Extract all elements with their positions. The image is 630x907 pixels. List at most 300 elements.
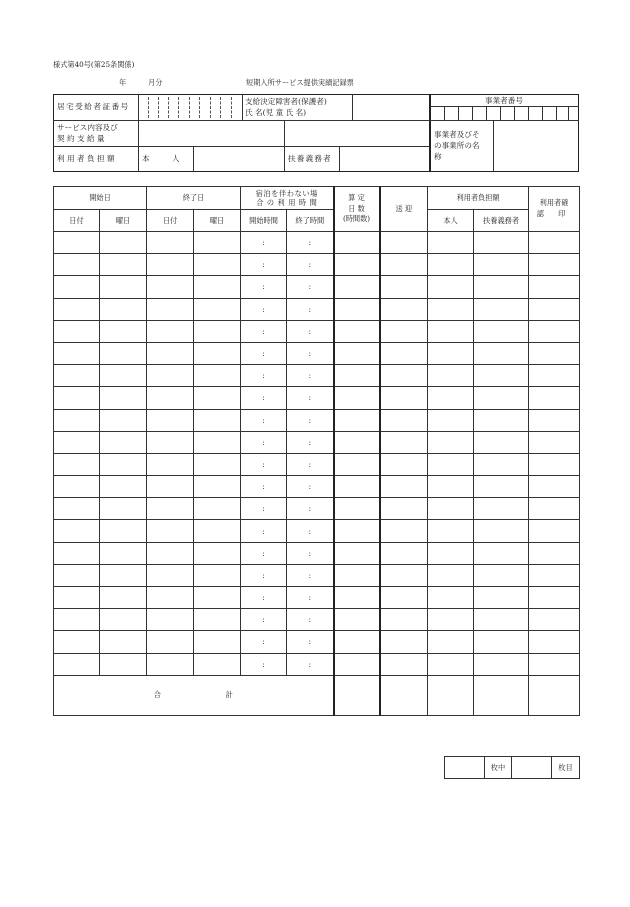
confirm-cell[interactable] (529, 387, 580, 409)
copay-self-cell[interactable] (428, 276, 474, 298)
time-separator: : (308, 504, 311, 514)
time-separator: : (262, 393, 265, 403)
provider-name-label-2: の事業所の名 (434, 141, 480, 150)
start-time-cell[interactable] (241, 276, 287, 298)
recipient-cert-label: 居宅受給者証番号 (57, 102, 130, 111)
page-title: 短期入所サービス提供実績記録票 (246, 78, 354, 87)
confirm-cell[interactable] (529, 542, 580, 564)
transport-cell[interactable] (380, 542, 428, 564)
start-weekday-cell[interactable] (100, 409, 147, 431)
start-weekday-cell[interactable] (100, 365, 147, 387)
copay-dependent-cell[interactable] (474, 498, 529, 520)
non-overnight-header-line-1: 宿泊を伴わない場 (255, 189, 318, 198)
table-row (54, 542, 580, 564)
calc-days-cell[interactable] (334, 609, 380, 631)
calc-days-cell[interactable] (334, 653, 380, 675)
end-time-cell[interactable] (287, 564, 334, 586)
calc-days-header-line-2: 日 数 (348, 203, 365, 213)
end-weekday-cell[interactable] (194, 276, 241, 298)
service-record-table (53, 186, 580, 716)
table-row (54, 587, 580, 609)
start-time-header: 開始時間 (241, 210, 287, 232)
start-time-cell[interactable] (241, 409, 287, 431)
confirm-cell[interactable] (529, 342, 580, 364)
end-date-cell[interactable] (147, 631, 194, 653)
year-label: 年 (119, 78, 127, 87)
start-weekday-cell[interactable] (100, 431, 147, 453)
copay-dependent-cell[interactable] (474, 587, 529, 609)
copay-dependent-cell[interactable] (474, 542, 529, 564)
table-row (54, 609, 580, 631)
end-time-cell[interactable] (287, 587, 334, 609)
confirm-cell[interactable] (529, 409, 580, 431)
confirm-cell[interactable] (529, 498, 580, 520)
confirm-cell[interactable] (529, 453, 580, 475)
transport-cell[interactable] (380, 409, 428, 431)
calc-days-cell[interactable] (334, 631, 380, 653)
end-weekday-cell[interactable] (194, 320, 241, 342)
transport-cell[interactable] (380, 498, 428, 520)
copay-self-cell[interactable] (428, 564, 474, 586)
start-date-cell[interactable] (54, 342, 100, 364)
confirm-cell[interactable] (529, 276, 580, 298)
start-weekday-cell[interactable] (100, 387, 147, 409)
start-date-cell[interactable] (54, 498, 100, 520)
table-row (54, 631, 580, 653)
end-weekday-cell[interactable] (194, 365, 241, 387)
time-separator: : (308, 238, 311, 248)
end-weekday-cell[interactable] (194, 453, 241, 475)
start-weekday-cell[interactable] (100, 254, 147, 276)
end-time-cell[interactable] (287, 276, 334, 298)
copay-dependent-cell[interactable] (474, 342, 529, 364)
end-weekday-cell[interactable] (194, 631, 241, 653)
transport-cell[interactable] (380, 431, 428, 453)
start-weekday-cell[interactable] (100, 520, 147, 542)
table-row (54, 498, 580, 520)
calc-days-cell[interactable] (334, 232, 380, 254)
end-date-cell[interactable] (147, 232, 194, 254)
start-date-cell[interactable] (54, 409, 100, 431)
end-time-cell[interactable] (287, 365, 334, 387)
start-date-cell[interactable] (54, 609, 100, 631)
copay-dependent-cell[interactable] (474, 431, 529, 453)
copay-self-cell[interactable] (428, 232, 474, 254)
copay-dependent-cell[interactable] (474, 476, 529, 498)
table-row (54, 387, 580, 409)
copay-dependent-cell[interactable] (474, 409, 529, 431)
start-weekday-cell[interactable] (100, 587, 147, 609)
of-label: 枚中 (485, 757, 512, 779)
end-time-cell[interactable] (287, 387, 334, 409)
start-date-cell[interactable] (54, 542, 100, 564)
start-weekday-cell[interactable] (100, 342, 147, 364)
start-date-cell[interactable] (54, 365, 100, 387)
start-date-cell[interactable] (54, 631, 100, 653)
self-label: 本 人 (142, 154, 190, 163)
confirm-cell[interactable] (529, 431, 580, 453)
start-date-cell[interactable] (54, 587, 100, 609)
non-overnight-header (241, 187, 334, 210)
total-pages-cell[interactable] (445, 757, 485, 779)
end-weekday-header: 曜日 (194, 210, 241, 232)
end-weekday-cell[interactable] (194, 298, 241, 320)
transport-cell[interactable] (380, 254, 428, 276)
start-weekday-cell[interactable] (100, 653, 147, 675)
provider-name-label-3: 称 (434, 152, 442, 161)
copay-self-cell[interactable] (428, 298, 474, 320)
copay-self-cell[interactable] (428, 365, 474, 387)
table-row (54, 365, 580, 387)
end-time-cell[interactable] (287, 254, 334, 276)
copay-self-cell[interactable] (428, 409, 474, 431)
transport-cell[interactable] (380, 320, 428, 342)
calc-days-cell[interactable] (334, 387, 380, 409)
total-copay-dependent (474, 675, 529, 715)
time-separator: : (262, 637, 265, 647)
time-separator: : (262, 459, 265, 469)
copay-self-cell[interactable] (428, 609, 474, 631)
start-time-cell[interactable] (241, 587, 287, 609)
confirm-cell[interactable] (529, 254, 580, 276)
time-separator: : (262, 238, 265, 248)
copay-self-cell[interactable] (428, 453, 474, 475)
copay-dependent-cell[interactable] (474, 365, 529, 387)
end-time-cell[interactable] (287, 498, 334, 520)
start-time-cell[interactable] (241, 232, 287, 254)
calc-days-cell[interactable] (334, 320, 380, 342)
start-date-cell[interactable] (54, 431, 100, 453)
transport-cell[interactable] (380, 564, 428, 586)
pager-table (444, 756, 580, 779)
guardian-label-1: 支給決定障害者(保護者) (245, 97, 327, 106)
calc-days-cell[interactable] (334, 254, 380, 276)
start-time-cell[interactable] (241, 254, 287, 276)
end-date-cell[interactable] (147, 542, 194, 564)
table-row (54, 564, 580, 586)
end-time-header: 終了時間 (287, 210, 334, 232)
transport-cell[interactable] (380, 298, 428, 320)
copay-label: 利 用 者 負 担 額 (57, 154, 115, 163)
transport-cell[interactable] (380, 342, 428, 364)
start-time-cell[interactable] (241, 320, 287, 342)
transport-cell[interactable] (380, 276, 428, 298)
end-time-cell[interactable] (287, 431, 334, 453)
start-time-cell[interactable] (241, 542, 287, 564)
copay-dependent-cell[interactable] (474, 232, 529, 254)
time-separator: : (262, 526, 265, 536)
start-weekday-cell[interactable] (100, 564, 147, 586)
end-time-cell[interactable] (287, 342, 334, 364)
confirm-cell[interactable] (529, 476, 580, 498)
time-separator: : (262, 504, 265, 514)
start-weekday-cell[interactable] (100, 498, 147, 520)
calc-days-header-line-3: (時間数) (342, 214, 371, 224)
copay-dependent-cell[interactable] (474, 298, 529, 320)
end-time-cell[interactable] (287, 476, 334, 498)
end-weekday-cell[interactable] (194, 387, 241, 409)
transport-cell[interactable] (380, 387, 428, 409)
start-time-cell[interactable] (241, 631, 287, 653)
time-separator: : (262, 437, 265, 447)
time-separator: : (308, 659, 311, 669)
time-separator: : (262, 415, 265, 425)
end-weekday-cell[interactable] (194, 564, 241, 586)
copay-self-cell[interactable] (428, 387, 474, 409)
transport-cell[interactable] (380, 232, 428, 254)
end-weekday-cell[interactable] (194, 542, 241, 564)
calc-days-header (334, 187, 380, 232)
copay-self-cell[interactable] (428, 631, 474, 653)
time-separator: : (262, 349, 265, 359)
copay-header: 利用者負担額 (428, 187, 529, 210)
end-weekday-cell[interactable] (194, 520, 241, 542)
total-calc-days (334, 675, 380, 715)
form-number: 様式第40号(第25条関係) (53, 60, 135, 69)
end-weekday-cell[interactable] (194, 431, 241, 453)
calc-days-cell[interactable] (334, 564, 380, 586)
confirm-header-line-1: 利用者確 (539, 198, 569, 208)
calc-days-cell[interactable] (334, 520, 380, 542)
calc-days-cell[interactable] (334, 276, 380, 298)
start-date-cell[interactable] (54, 276, 100, 298)
time-separator: : (308, 304, 311, 314)
time-separator: : (308, 459, 311, 469)
end-weekday-cell[interactable] (194, 254, 241, 276)
start-date-cell[interactable] (54, 232, 100, 254)
start-date-cell[interactable] (54, 564, 100, 586)
end-time-cell[interactable] (287, 320, 334, 342)
start-time-cell[interactable] (241, 387, 287, 409)
calc-days-cell[interactable] (334, 453, 380, 475)
end-date-cell[interactable] (147, 564, 194, 586)
service-label-2: 契 約 支 給 量 (57, 134, 105, 143)
end-date-cell[interactable] (147, 387, 194, 409)
calc-days-cell[interactable] (334, 342, 380, 364)
time-separator: : (308, 371, 311, 381)
calc-days-cell[interactable] (334, 498, 380, 520)
copay-self-cell[interactable] (428, 498, 474, 520)
copay-self-cell[interactable] (428, 653, 474, 675)
service-label-1: サービス内容及び (57, 123, 118, 132)
total-label-1: 合 (153, 690, 161, 700)
transport-cell[interactable] (380, 365, 428, 387)
start-weekday-cell[interactable] (100, 609, 147, 631)
start-time-cell[interactable] (241, 476, 287, 498)
copay-dependent-cell[interactable] (474, 320, 529, 342)
transport-cell[interactable] (380, 609, 428, 631)
end-weekday-cell[interactable] (194, 653, 241, 675)
start-time-cell[interactable] (241, 609, 287, 631)
page-label: 枚目 (552, 757, 580, 779)
start-weekday-cell[interactable] (100, 542, 147, 564)
time-separator: : (308, 593, 311, 603)
confirm-cell[interactable] (529, 609, 580, 631)
end-time-cell[interactable] (287, 409, 334, 431)
calc-days-cell[interactable] (334, 431, 380, 453)
copay-self-cell[interactable] (428, 342, 474, 364)
start-time-cell[interactable] (241, 564, 287, 586)
end-date-cell[interactable] (147, 276, 194, 298)
end-time-cell[interactable] (287, 520, 334, 542)
start-time-cell[interactable] (241, 431, 287, 453)
table-row (54, 476, 580, 498)
table-row (54, 520, 580, 542)
end-time-cell[interactable] (287, 298, 334, 320)
calc-days-cell[interactable] (334, 542, 380, 564)
confirm-cell[interactable] (529, 232, 580, 254)
table-row (54, 653, 580, 675)
confirm-cell[interactable] (529, 365, 580, 387)
start-weekday-cell[interactable] (100, 298, 147, 320)
start-time-cell[interactable] (241, 453, 287, 475)
end-time-cell[interactable] (287, 631, 334, 653)
calc-days-cell[interactable] (334, 298, 380, 320)
start-date-cell[interactable] (54, 453, 100, 475)
start-date-cell[interactable] (54, 254, 100, 276)
calc-days-cell[interactable] (334, 409, 380, 431)
transport-cell[interactable] (380, 453, 428, 475)
end-weekday-cell[interactable] (194, 498, 241, 520)
start-weekday-cell[interactable] (100, 631, 147, 653)
confirm-cell[interactable] (529, 320, 580, 342)
start-time-cell[interactable] (241, 298, 287, 320)
copay-self-cell[interactable] (428, 542, 474, 564)
copay-self-cell[interactable] (428, 431, 474, 453)
copay-dependent-cell[interactable] (474, 653, 529, 675)
end-date-cell[interactable] (147, 431, 194, 453)
time-separator: : (262, 326, 265, 336)
calc-days-cell[interactable] (334, 476, 380, 498)
start-weekday-cell[interactable] (100, 232, 147, 254)
end-date-cell[interactable] (147, 476, 194, 498)
end-time-cell[interactable] (287, 609, 334, 631)
time-separator: : (308, 637, 311, 647)
start-weekday-cell[interactable] (100, 453, 147, 475)
end-weekday-cell[interactable] (194, 409, 241, 431)
start-weekday-cell[interactable] (100, 320, 147, 342)
end-date-cell[interactable] (147, 520, 194, 542)
table-row (54, 276, 580, 298)
start-date-cell[interactable] (54, 520, 100, 542)
start-time-cell[interactable] (241, 342, 287, 364)
end-time-cell[interactable] (287, 453, 334, 475)
copay-dependent-cell[interactable] (474, 387, 529, 409)
copay-dependent-cell[interactable] (474, 520, 529, 542)
end-weekday-cell[interactable] (194, 476, 241, 498)
confirm-cell[interactable] (529, 564, 580, 586)
end-date-cell[interactable] (147, 609, 194, 631)
copay-dependent-cell[interactable] (474, 631, 529, 653)
confirm-header-line-2: 認 印 (536, 209, 572, 218)
end-date-cell[interactable] (147, 587, 194, 609)
start-date-cell[interactable] (54, 476, 100, 498)
time-separator: : (308, 326, 311, 336)
transport-cell[interactable] (380, 476, 428, 498)
time-separator: : (308, 482, 311, 492)
copay-dependent-cell[interactable] (474, 453, 529, 475)
end-date-cell[interactable] (147, 365, 194, 387)
end-date-cell[interactable] (147, 653, 194, 675)
start-time-cell[interactable] (241, 653, 287, 675)
copay-self-cell[interactable] (428, 587, 474, 609)
copay-self-cell[interactable] (428, 520, 474, 542)
end-weekday-cell[interactable] (194, 609, 241, 631)
end-date-cell[interactable] (147, 254, 194, 276)
time-separator: : (262, 482, 265, 492)
end-day-header: 終了日 (147, 187, 241, 210)
end-time-cell[interactable] (287, 653, 334, 675)
end-date-cell[interactable] (147, 453, 194, 475)
end-weekday-cell[interactable] (194, 342, 241, 364)
time-separator: : (262, 282, 265, 292)
time-separator: : (308, 437, 311, 447)
start-date-cell[interactable] (54, 387, 100, 409)
confirm-cell[interactable] (529, 631, 580, 653)
time-separator: : (262, 570, 265, 580)
end-date-cell[interactable] (147, 320, 194, 342)
time-separator: : (262, 548, 265, 558)
total-confirm (529, 675, 580, 715)
end-date-cell[interactable] (147, 342, 194, 364)
provider-name-label-1: 事業者及びそ (434, 130, 480, 139)
transport-cell[interactable] (380, 653, 428, 675)
copay-dependent-cell[interactable] (474, 564, 529, 586)
end-weekday-cell[interactable] (194, 587, 241, 609)
confirm-cell[interactable] (529, 653, 580, 675)
total-transport (380, 675, 428, 715)
start-date-cell[interactable] (54, 320, 100, 342)
start-time-cell[interactable] (241, 520, 287, 542)
start-weekday-cell[interactable] (100, 476, 147, 498)
copay-dependent-cell[interactable] (474, 254, 529, 276)
transport-cell[interactable] (380, 587, 428, 609)
dependent-label: 扶養義務者 (288, 154, 332, 163)
end-date-cell[interactable] (147, 298, 194, 320)
copay-self-cell[interactable] (428, 476, 474, 498)
copay-self-cell[interactable] (428, 320, 474, 342)
start-time-cell[interactable] (241, 365, 287, 387)
time-separator: : (262, 304, 265, 314)
start-time-cell[interactable] (241, 498, 287, 520)
confirm-cell[interactable] (529, 520, 580, 542)
end-date-header: 日付 (147, 210, 194, 232)
transport-cell[interactable] (380, 631, 428, 653)
confirm-cell[interactable] (529, 587, 580, 609)
calc-days-cell[interactable] (334, 587, 380, 609)
start-date-cell[interactable] (54, 653, 100, 675)
end-weekday-cell[interactable] (194, 232, 241, 254)
end-time-cell[interactable] (287, 542, 334, 564)
confirm-cell[interactable] (529, 298, 580, 320)
guardian-label-2: 氏 名(児 童 氏 名) (245, 108, 307, 117)
provider-number-label: 事業者番号 (485, 96, 523, 105)
transport-cell[interactable] (380, 520, 428, 542)
copay-dependent-cell[interactable] (474, 276, 529, 298)
copay-dependent-cell[interactable] (474, 609, 529, 631)
page-number-cell[interactable] (512, 757, 552, 779)
table-row (54, 409, 580, 431)
start-date-header: 日付 (54, 210, 100, 232)
end-time-cell[interactable] (287, 232, 334, 254)
copay-self-cell[interactable] (428, 254, 474, 276)
end-date-cell[interactable] (147, 498, 194, 520)
end-date-cell[interactable] (147, 409, 194, 431)
time-separator: : (308, 349, 311, 359)
start-date-cell[interactable] (54, 298, 100, 320)
start-weekday-cell[interactable] (100, 276, 147, 298)
calc-days-cell[interactable] (334, 365, 380, 387)
